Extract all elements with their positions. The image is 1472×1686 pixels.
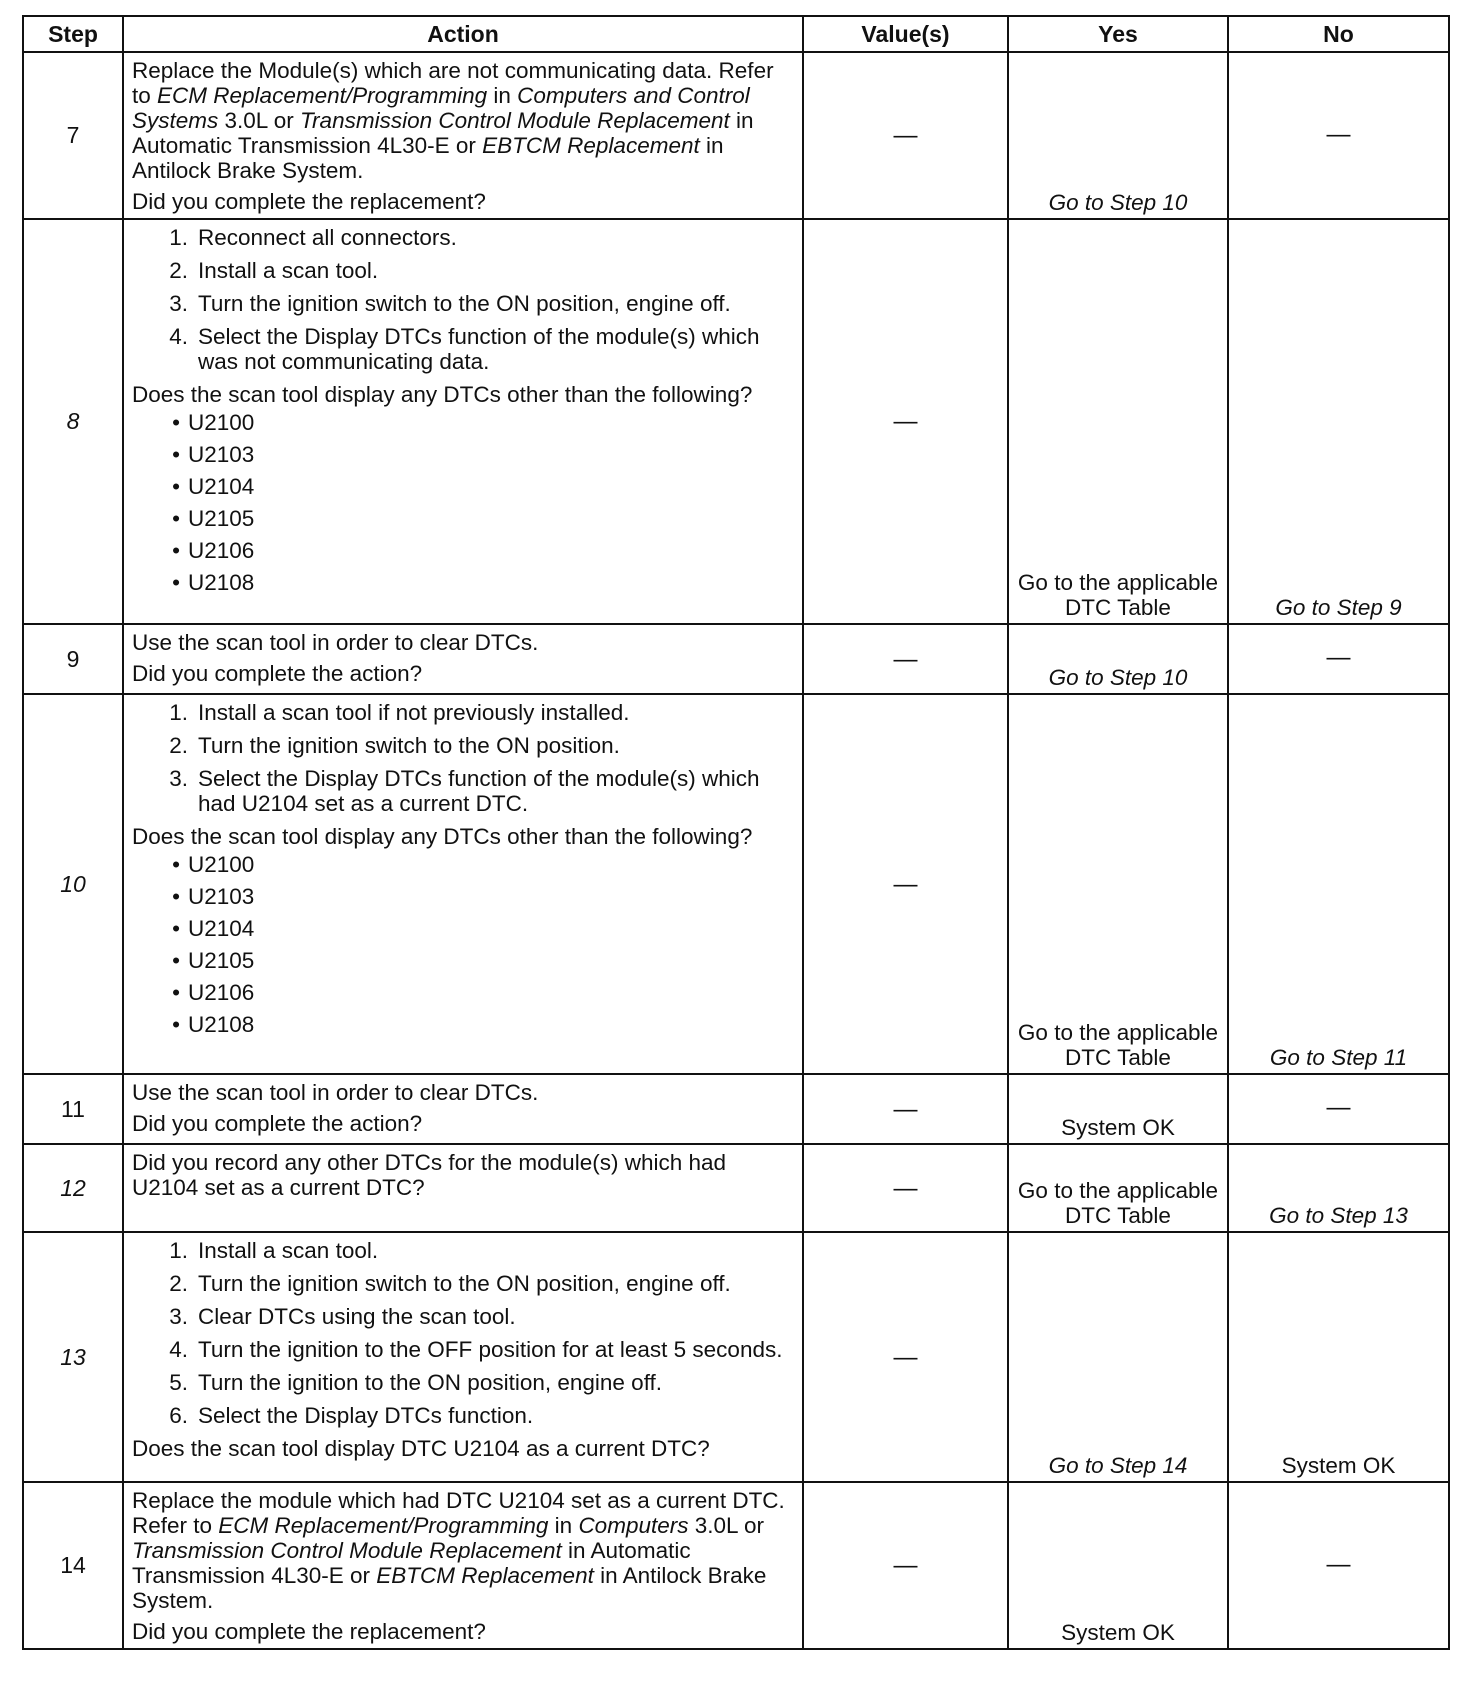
- step-number: 10: [23, 694, 123, 1074]
- action-text: Use the scan tool in order to clear DTCs.: [132, 1080, 539, 1105]
- instruction-list: [132, 225, 794, 374]
- step-number: 12: [23, 1144, 123, 1232]
- table-row-step-13: [23, 1232, 1449, 1482]
- list-item: 2. Install a scan tool.: [132, 258, 794, 283]
- dtc-code: U2100: [188, 852, 255, 877]
- diagnostic-table-document: [22, 15, 1448, 1650]
- reference-link: EBTCM Replacement: [482, 133, 700, 158]
- value-cell: —: [803, 52, 1008, 219]
- dtc-code: U2104: [188, 916, 255, 941]
- action-cell: [123, 1074, 803, 1144]
- instruction-text: Turn the ignition switch to the ON position, engine off.: [198, 291, 731, 316]
- action-cell: [123, 1482, 803, 1649]
- step-number: 7: [23, 52, 123, 219]
- reference-link: Transmission Control Module Replacement: [299, 108, 730, 133]
- action-text-part: Replace the module which had DTC U2104 set as a current DTC. Refer to: [132, 1488, 785, 1538]
- value-cell: —: [803, 694, 1008, 1074]
- value-cell: —: [803, 1144, 1008, 1232]
- header-values: Value(s): [803, 16, 1008, 52]
- header-row: [23, 16, 1449, 52]
- step-number: 8: [23, 219, 123, 624]
- action-text-part: 3.0L or: [688, 1513, 764, 1538]
- action-question: Did you complete the action?: [132, 1111, 423, 1136]
- reference-link: ECM Replacement/Programming: [218, 1513, 549, 1538]
- action-text-part: 3.0L or: [218, 108, 300, 133]
- instruction-text: Turn the ignition switch to the ON position.: [198, 733, 620, 758]
- yes-cell: Go to the applicable DTC Table: [1008, 219, 1228, 624]
- step-number: 9: [23, 624, 123, 694]
- instruction-list: [132, 1238, 794, 1428]
- step-number: 11: [23, 1074, 123, 1144]
- action-text-part: in Antilock Brake System.: [132, 133, 724, 183]
- list-item: • U2106: [132, 535, 794, 567]
- table-row-step-7: [23, 52, 1449, 219]
- instruction-text: Install a scan tool.: [198, 258, 379, 283]
- dtc-code: U2105: [188, 506, 255, 531]
- reference-link: ECM Replacement/Programming: [157, 83, 488, 108]
- instruction-text: Select the Display DTCs function of the module(s) which had U2104 set as a current DTC.: [198, 766, 760, 816]
- list-item: • U2104: [132, 471, 794, 503]
- no-cell: Go to Step 11: [1228, 694, 1449, 1074]
- yes-cell: Go to Step 10: [1008, 52, 1228, 219]
- action-text: [132, 58, 794, 183]
- list-item: • U2103: [132, 881, 794, 913]
- reference-link: Computers and Control Systems: [132, 83, 750, 133]
- value-cell: —: [803, 1074, 1008, 1144]
- action-question: Did you complete the replacement?: [132, 189, 486, 214]
- table-row-step-10: [23, 694, 1449, 1074]
- action-question: Did you complete the action?: [132, 661, 423, 686]
- table-row-step-12: [23, 1144, 1449, 1232]
- step-number: 14: [23, 1482, 123, 1649]
- list-item: 1. Reconnect all connectors.: [132, 225, 794, 250]
- no-cell: Go to Step 9: [1228, 219, 1449, 624]
- list-item: • U2103: [132, 439, 794, 471]
- yes-cell: Go to the applicable DTC Table: [1008, 1144, 1228, 1232]
- instruction-list: [132, 700, 794, 816]
- action-cell: [123, 52, 803, 219]
- action-text: Use the scan tool in order to clear DTCs.: [132, 630, 539, 655]
- action-cell: [123, 219, 803, 624]
- action-cell: [123, 1232, 803, 1482]
- value-cell: —: [803, 1482, 1008, 1649]
- action-cell: [123, 624, 803, 694]
- action-cell: [123, 1144, 803, 1232]
- dtc-code: U2100: [188, 410, 255, 435]
- action-question: Did you complete the replacement?: [132, 1619, 486, 1644]
- list-item: • U2108: [132, 1009, 794, 1041]
- list-item: 3. Clear DTCs using the scan tool.: [132, 1304, 794, 1329]
- list-item: • U2106: [132, 977, 794, 1009]
- list-item: 3. Select the Display DTCs function of the module(s) which had U2104 set as a current DTC.: [132, 766, 794, 816]
- dtc-code: U2106: [188, 538, 255, 563]
- yes-cell: System OK: [1008, 1074, 1228, 1144]
- instruction-text: Install a scan tool if not previously installed.: [198, 700, 630, 725]
- list-item: • U2105: [132, 945, 794, 977]
- instruction-text: Turn the ignition to the OFF position for at least 5 seconds.: [198, 1337, 783, 1362]
- list-item: 2. Turn the ignition switch to the ON position, engine off.: [132, 1271, 794, 1296]
- no-cell: —: [1228, 1482, 1449, 1649]
- table-row-step-8: [23, 219, 1449, 624]
- list-item: 1. Install a scan tool if not previously installed.: [132, 700, 794, 725]
- no-cell: Go to Step 13: [1228, 1144, 1449, 1232]
- list-item: • U2100: [132, 849, 794, 881]
- dtc-code: U2105: [188, 948, 255, 973]
- header-action: Action: [123, 16, 803, 52]
- action-text-part: in: [548, 1513, 579, 1538]
- yes-cell: Go to Step 10: [1008, 624, 1228, 694]
- list-item: 3. Turn the ignition switch to the ON position, engine off.: [132, 291, 794, 316]
- action-text-part: in Antilock Brake System.: [132, 1563, 767, 1613]
- action-cell: [123, 694, 803, 1074]
- list-item: 1. Install a scan tool.: [132, 1238, 794, 1263]
- header-step: Step: [23, 16, 123, 52]
- table-row-step-11: [23, 1074, 1449, 1144]
- instruction-text: Reconnect all connectors.: [198, 225, 457, 250]
- instruction-text: Clear DTCs using the scan tool.: [198, 1304, 516, 1329]
- no-cell: —: [1228, 624, 1449, 694]
- action-text-part: in: [487, 83, 518, 108]
- dtc-code: U2103: [188, 442, 255, 467]
- action-question: Did you record any other DTCs for the module(s) which had U2104 set as a current DTC?: [132, 1150, 727, 1200]
- instruction-text: Turn the ignition to the ON position, engine off.: [198, 1370, 663, 1395]
- list-item: 2. Turn the ignition switch to the ON position.: [132, 733, 794, 758]
- value-cell: —: [803, 624, 1008, 694]
- list-item: 4. Turn the ignition to the OFF position for at least 5 seconds.: [132, 1337, 794, 1362]
- yes-cell: Go to Step 14: [1008, 1232, 1228, 1482]
- list-item: • U2105: [132, 503, 794, 535]
- no-cell: System OK: [1228, 1232, 1449, 1482]
- table-row-step-14: [23, 1482, 1449, 1649]
- action-question: Does the scan tool display DTC U2104 as a current DTC?: [132, 1436, 710, 1461]
- action-text-part: Replace the Module(s) which are not communicating data. Refer to: [132, 58, 774, 108]
- instruction-text: Install a scan tool.: [198, 1238, 379, 1263]
- action-question: Does the scan tool display any DTCs other than the following?: [132, 824, 753, 849]
- list-item: • U2108: [132, 567, 794, 599]
- action-question: Does the scan tool display any DTCs other than the following?: [132, 382, 753, 407]
- header-no: No: [1228, 16, 1449, 52]
- reference-link: Computers: [578, 1513, 689, 1538]
- diagnostic-table: [22, 15, 1450, 1650]
- dtc-code-list: [132, 849, 794, 1041]
- list-item: 6. Select the Display DTCs function.: [132, 1403, 794, 1428]
- list-item: • U2100: [132, 407, 794, 439]
- action-text: [132, 1488, 794, 1613]
- list-item: 4. Select the Display DTCs function of the module(s) which was not communicating data.: [132, 324, 794, 374]
- yes-cell: Go to the applicable DTC Table: [1008, 694, 1228, 1074]
- instruction-text: Select the Display DTCs function of the module(s) which was not communicating data.: [198, 324, 760, 374]
- no-cell: —: [1228, 52, 1449, 219]
- dtc-code: U2108: [188, 1012, 255, 1037]
- yes-cell: System OK: [1008, 1482, 1228, 1649]
- instruction-text: Select the Display DTCs function.: [198, 1403, 534, 1428]
- reference-link: EBTCM Replacement: [376, 1563, 594, 1588]
- list-item: 5. Turn the ignition to the ON position, engine off.: [132, 1370, 794, 1395]
- action-text-part: in Automatic Transmission 4L30-E or: [132, 108, 754, 158]
- step-number: 13: [23, 1232, 123, 1482]
- no-cell: —: [1228, 1074, 1449, 1144]
- dtc-code: U2104: [188, 474, 255, 499]
- instruction-text: Turn the ignition switch to the ON position, engine off.: [198, 1271, 731, 1296]
- list-item: • U2104: [132, 913, 794, 945]
- value-cell: —: [803, 219, 1008, 624]
- dtc-code-list: [132, 407, 794, 599]
- table-row-step-9: [23, 624, 1449, 694]
- reference-link: Transmission Control Module Replacement: [132, 1538, 562, 1563]
- dtc-code: U2108: [188, 570, 255, 595]
- value-cell: —: [803, 1232, 1008, 1482]
- header-yes: Yes: [1008, 16, 1228, 52]
- dtc-code: U2106: [188, 980, 255, 1005]
- dtc-code: U2103: [188, 884, 255, 909]
- action-text-part: in Automatic Transmission 4L30-E or: [132, 1538, 691, 1588]
